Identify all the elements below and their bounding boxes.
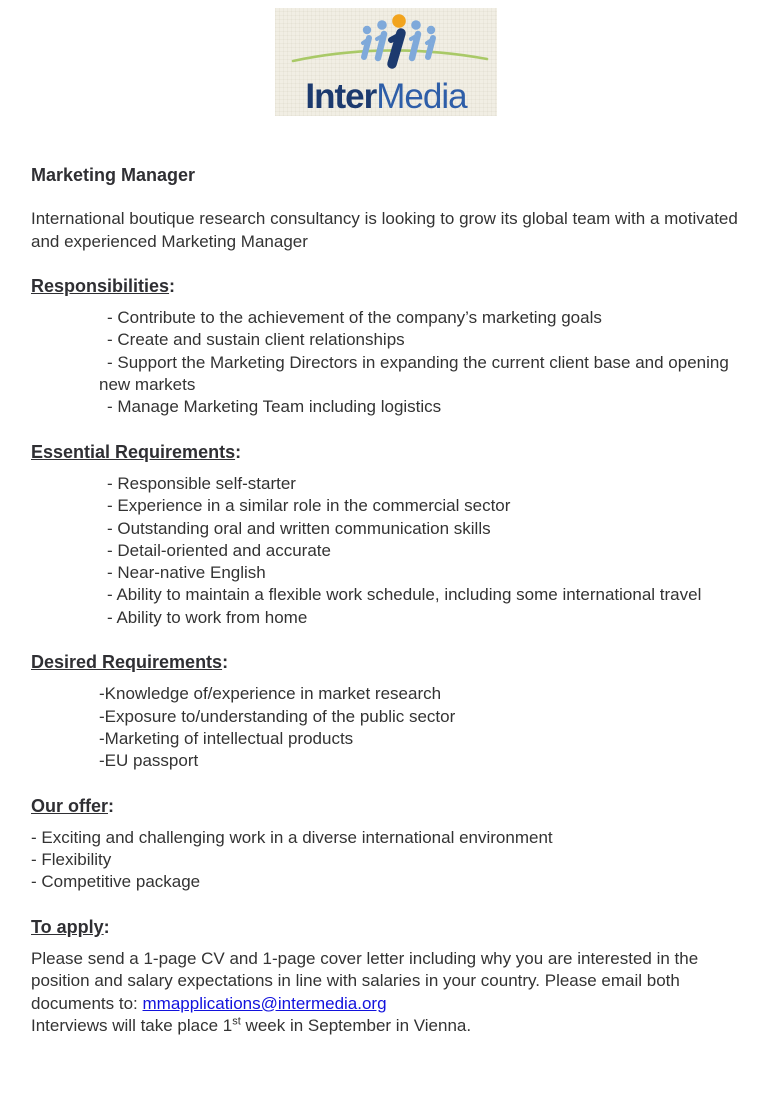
interviews-text-start: Interviews will take place 1 bbox=[31, 1015, 233, 1035]
intermedia-logo bbox=[275, 8, 497, 116]
interviews-line bbox=[31, 1015, 738, 1037]
list-item: - Ability to maintain a flexible work schedule, including some international travel bbox=[107, 585, 702, 605]
our-offer-list bbox=[31, 827, 738, 894]
brand-wordmark bbox=[275, 79, 497, 115]
section-to-apply bbox=[31, 916, 738, 1037]
responsibilities-list bbox=[99, 307, 738, 418]
list-item: - Detail-oriented and accurate bbox=[107, 540, 331, 560]
apply-instructions-paragraph bbox=[31, 948, 738, 1015]
list-item: - Exciting and challenging work in a diverse international environment bbox=[31, 827, 553, 847]
brand-media: Media bbox=[376, 77, 467, 116]
list-item: - Experience in a similar role in the commercial sector bbox=[107, 496, 511, 516]
desired-requirements-list bbox=[99, 683, 738, 772]
job-posting-page bbox=[0, 8, 772, 1096]
job-posting-content bbox=[31, 164, 738, 1037]
list-item: -Exposure to/understanding of the public sector bbox=[99, 706, 456, 726]
brand-inter: Inter bbox=[305, 77, 377, 116]
section-heading-our-offer: Our offer: bbox=[31, 795, 115, 816]
section-heading-to-apply: To apply: bbox=[31, 916, 110, 937]
section-essential-requirements bbox=[31, 441, 738, 629]
section-desired-requirements bbox=[31, 651, 738, 772]
list-item: - Ability to work from home bbox=[107, 607, 308, 627]
list-item: - Support the Marketing Directors in expanding the current client base and opening new markets bbox=[99, 352, 729, 395]
list-item: - Create and sustain client relationships bbox=[107, 330, 405, 350]
job-title: Marketing Manager bbox=[31, 165, 196, 185]
section-responsibilities bbox=[31, 275, 738, 419]
ordinal-suffix: st bbox=[232, 1015, 241, 1028]
interviews-text-end: week in September in Vienna. bbox=[240, 1015, 472, 1035]
intro-paragraph: International boutique research consultancy is looking to grow its global team with a motivated and experienced Marketing Manager bbox=[31, 209, 738, 251]
list-item: -EU passport bbox=[99, 751, 199, 771]
figure-center bbox=[391, 14, 406, 64]
apply-instructions-text: Please send a 1-page CV and 1-page cover letter including why you are interested in the position and salary expectations in line with salaries in your country. Please email both documents to: bbox=[31, 949, 699, 1013]
list-item: - Contribute to the achievement of the company’s marketing goals bbox=[107, 308, 602, 328]
list-item: - Near-native English bbox=[107, 563, 266, 583]
application-email-link[interactable]: mmapplications@intermedia.org bbox=[142, 993, 387, 1013]
list-item: - Competitive package bbox=[31, 872, 201, 892]
figure-left-inner bbox=[377, 20, 387, 58]
essential-requirements-list bbox=[99, 473, 738, 629]
section-heading-responsibilities: Responsibilities: bbox=[31, 275, 176, 296]
list-item: - Outstanding oral and written communication skills bbox=[107, 518, 491, 538]
section-heading-desired-requirements: Desired Requirements: bbox=[31, 652, 229, 673]
list-item: - Responsible self-starter bbox=[107, 473, 296, 493]
list-item: -Marketing of intellectual products bbox=[99, 728, 354, 748]
list-item: - Flexibility bbox=[31, 850, 112, 870]
section-heading-essential-requirements: Essential Requirements: bbox=[31, 441, 242, 462]
list-item: - Manage Marketing Team including logistics bbox=[107, 397, 442, 417]
section-our-offer bbox=[31, 795, 738, 894]
list-item: -Knowledge of/experience in market research bbox=[99, 684, 442, 704]
